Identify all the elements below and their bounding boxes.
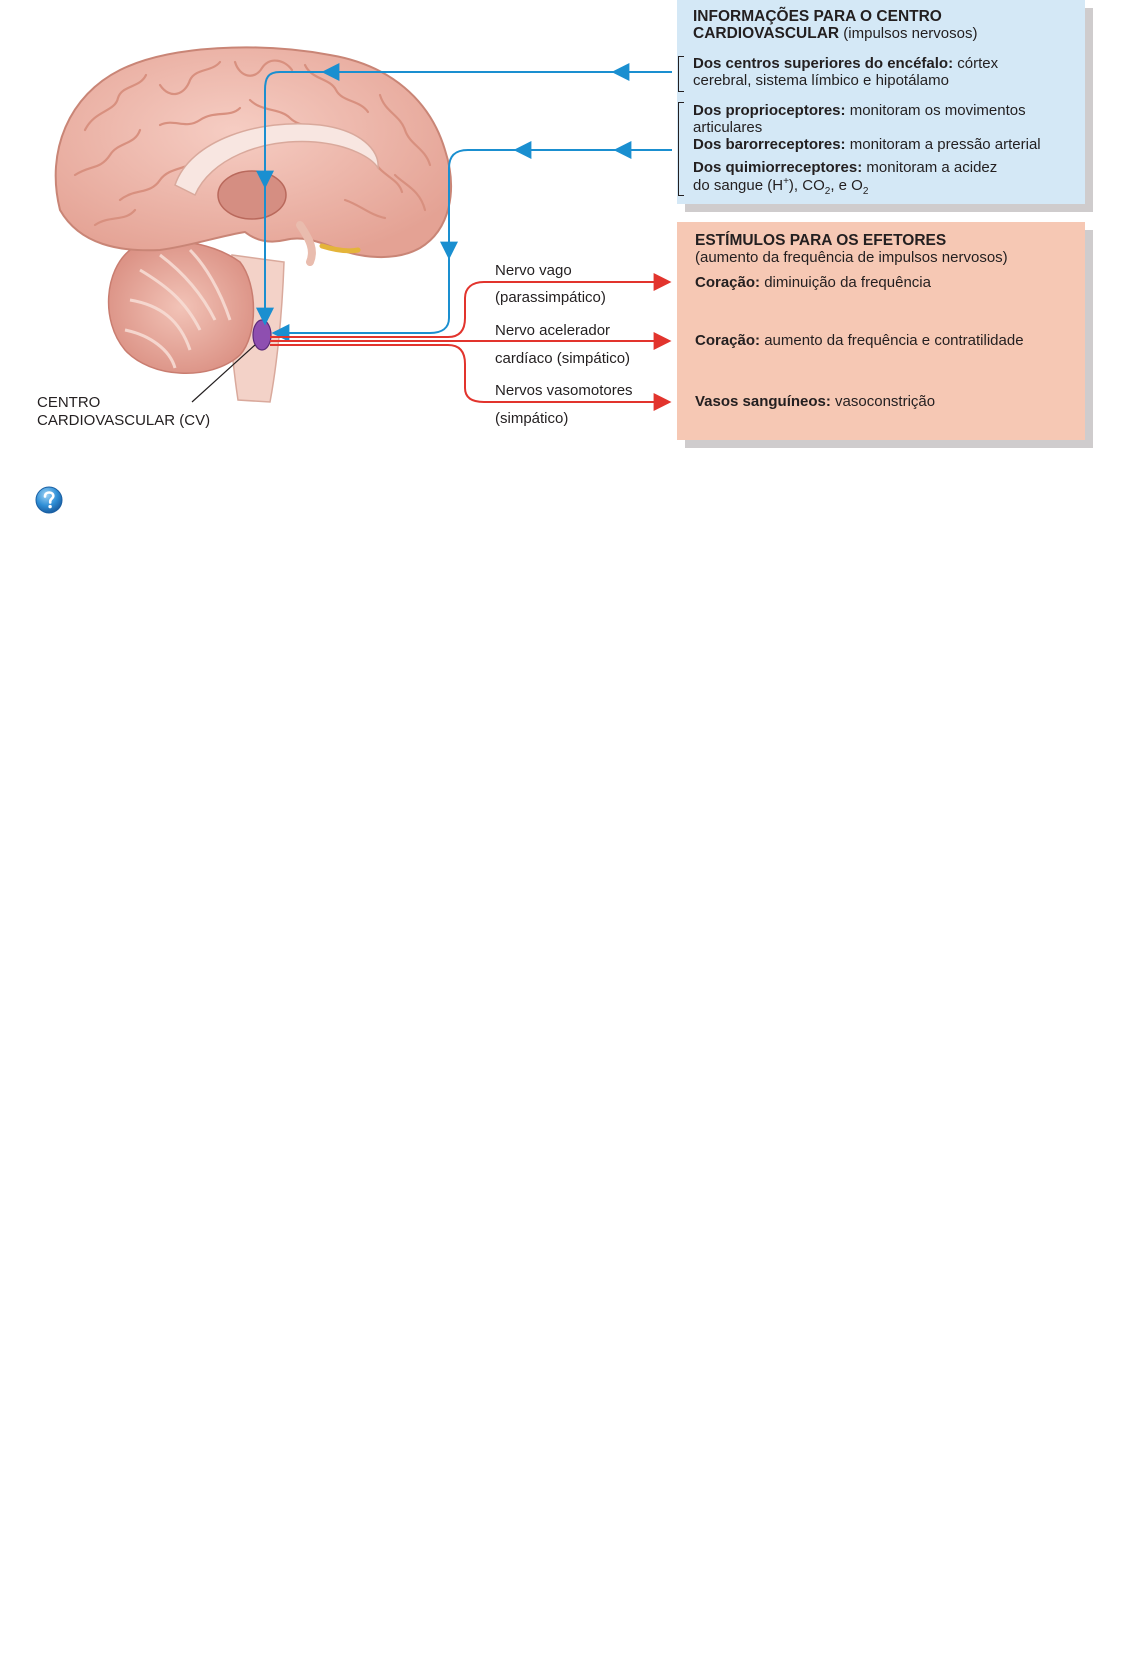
info-item-proprioceptors-line2: articulares — [693, 119, 763, 136]
info-item-baroreceptors: Dos barorreceptores: monitoram a pressão arterial — [693, 136, 1041, 153]
info-item-higher-centers: Dos centros superiores do encéfalo: córtex — [693, 55, 999, 72]
stim-box — [677, 222, 1085, 440]
cardiovascular-center — [253, 320, 271, 350]
label-accelerator-line2: cardíaco (simpático) — [495, 350, 631, 367]
stim-box-title-line2: (aumento da frequência de impulsos nervosos) — [695, 249, 1008, 266]
stim-item-heart-increase: Coração: aumento da frequência e contratilidade — [695, 332, 1024, 349]
brain-illustration — [56, 47, 451, 402]
stim-item-heart-decrease: Coração: diminuição da frequência — [695, 274, 931, 291]
stim-box-title-line1: ESTÍMULOS PARA OS EFETORES — [695, 232, 947, 249]
bracket-receptors — [678, 102, 684, 196]
info-item-higher-centers-line2: cerebral, sistema límbico e hipotálamo — [693, 72, 949, 89]
info-box-title-line1: INFORMAÇÕES PARA O CENTRO — [693, 8, 942, 25]
label-vagus-line2: (parassimpático) — [495, 289, 606, 306]
label-accelerator-line1: Nervo acelerador — [495, 322, 611, 339]
thalamus — [218, 171, 286, 219]
label-vagus-line1: Nervo vago — [495, 262, 572, 279]
bracket-higher-centers — [678, 56, 684, 92]
info-box — [677, 0, 1085, 204]
label-vasomotor-line1: Nervos vasomotores — [495, 382, 633, 399]
stim-item-vessels: Vasos sanguíneos: vasoconstrição — [695, 393, 936, 410]
info-item-proprioceptors: Dos proprioceptores: monitoram os movimentos — [693, 102, 1026, 119]
info-item-chemoreceptors: Dos quimiorreceptores: monitoram a acidez — [693, 159, 998, 176]
cerebrum — [56, 47, 451, 257]
help-icon[interactable] — [35, 486, 63, 514]
info-box-title-line2: CARDIOVASCULAR (impulsos nervosos) — [693, 25, 978, 42]
label-vasomotor-line2: (simpático) — [495, 410, 569, 427]
cerebellum — [109, 241, 254, 373]
label-cv-center-line2: CARDIOVASCULAR (CV) — [37, 412, 211, 429]
label-cv-center-line1: CENTRO — [37, 394, 101, 411]
info-item-chemoreceptors-line2: do sangue (H+), $CO_2$, e $O_2$ — [693, 176, 869, 197]
